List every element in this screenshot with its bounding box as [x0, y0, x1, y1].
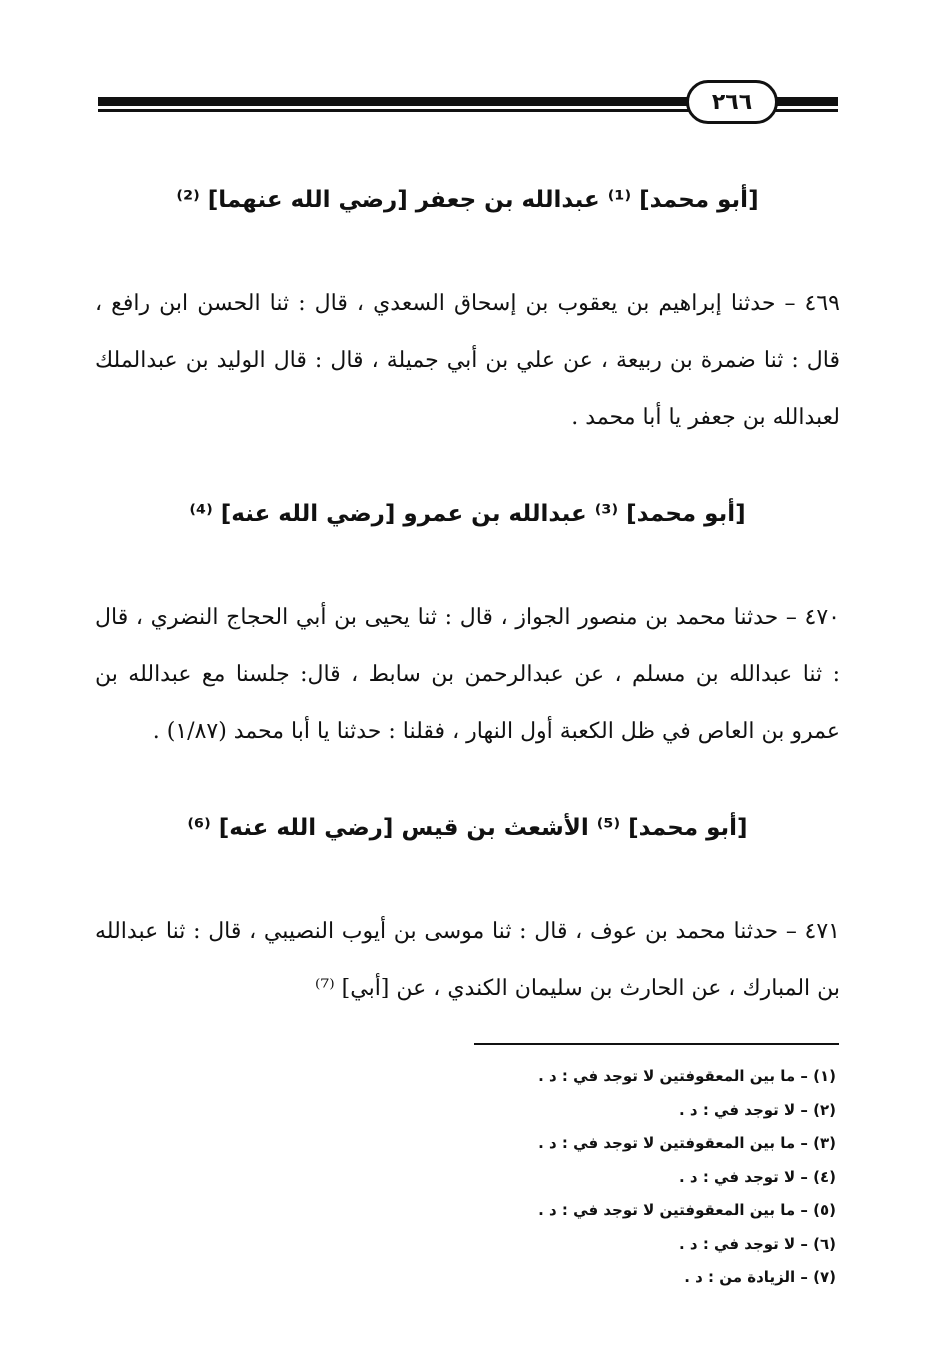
footnote-3: (٣) – ما بين المعقوفتين لا توجد في : د . [538, 1134, 836, 1152]
section-heading-1: [أبو محمد] ⁽¹⁾ عبدالله بن جعفر [رضي الله عنهما] ⁽²⁾ [176, 187, 759, 213]
footnote-1: (١) – ما بين المعقوفتين لا توجد في : د . [538, 1067, 836, 1085]
hadith-470: ٤٧٠ – حدثنا محمد بن منصور الجواز ، قال : ثنا يحيى بن أبي الحجاج النضري ، قال : ثنا عبدالله بن مسلم ، عن عبدالرحمن بن سابط ، قال: جلسنا مع عبدالله بن عمرو بن العاص في ظل الكعبة أول النهار ، فقلنا : حدثنا يا أبا محمد (١/٨٧) . [95, 605, 840, 744]
footnote-6: (٦) – لا توجد في : د . [679, 1234, 836, 1253]
footnote-5: (٥) – ما بين المعقوفتين لا توجد في : د . [538, 1201, 836, 1219]
hadith-471: ٤٧١ – حدثنا محمد بن عوف ، قال : ثنا موسى بن أيوب النصيبي ، قال : ثنا عبدالله بن المبارك ، عن الحارث بن سليمان الكندي ، عن [أبي] ⁽⁷⁾ [95, 919, 840, 1001]
hadith-469: ٤٦٩ – حدثنا إبراهيم بن يعقوب بن إسحاق السعدي ، قال : ثنا الحسن ابن رافع ، قال : ثنا ضمرة بن ربيعة ، عن علي بن أبي جميلة ، قال : قال الوليد بن عبدالملك لعبدالله بن جعفر يا أبا محمد . [95, 291, 840, 430]
main-text [95, 180, 840, 1017]
footnotes [416, 1060, 836, 1295]
footnote-separator [474, 1043, 839, 1045]
section-heading-2: [أبو محمد] ⁽³⁾ عبدالله بن عمرو [رضي الله عنه] ⁽⁴⁾ [189, 501, 746, 527]
footnote-2: (٢) – لا توجد في : د . [679, 1100, 836, 1119]
footnote-7: (٧) – الزيادة من : د . [684, 1268, 836, 1286]
footnote-4: (٤) – لا توجد في : د . [679, 1167, 836, 1186]
section-heading-3: [أبو محمد] ⁽⁵⁾ الأشعث بن قيس [رضي الله عنه] ⁽⁶⁾ [187, 815, 748, 841]
page-number: ٢٦٦ [686, 80, 778, 124]
